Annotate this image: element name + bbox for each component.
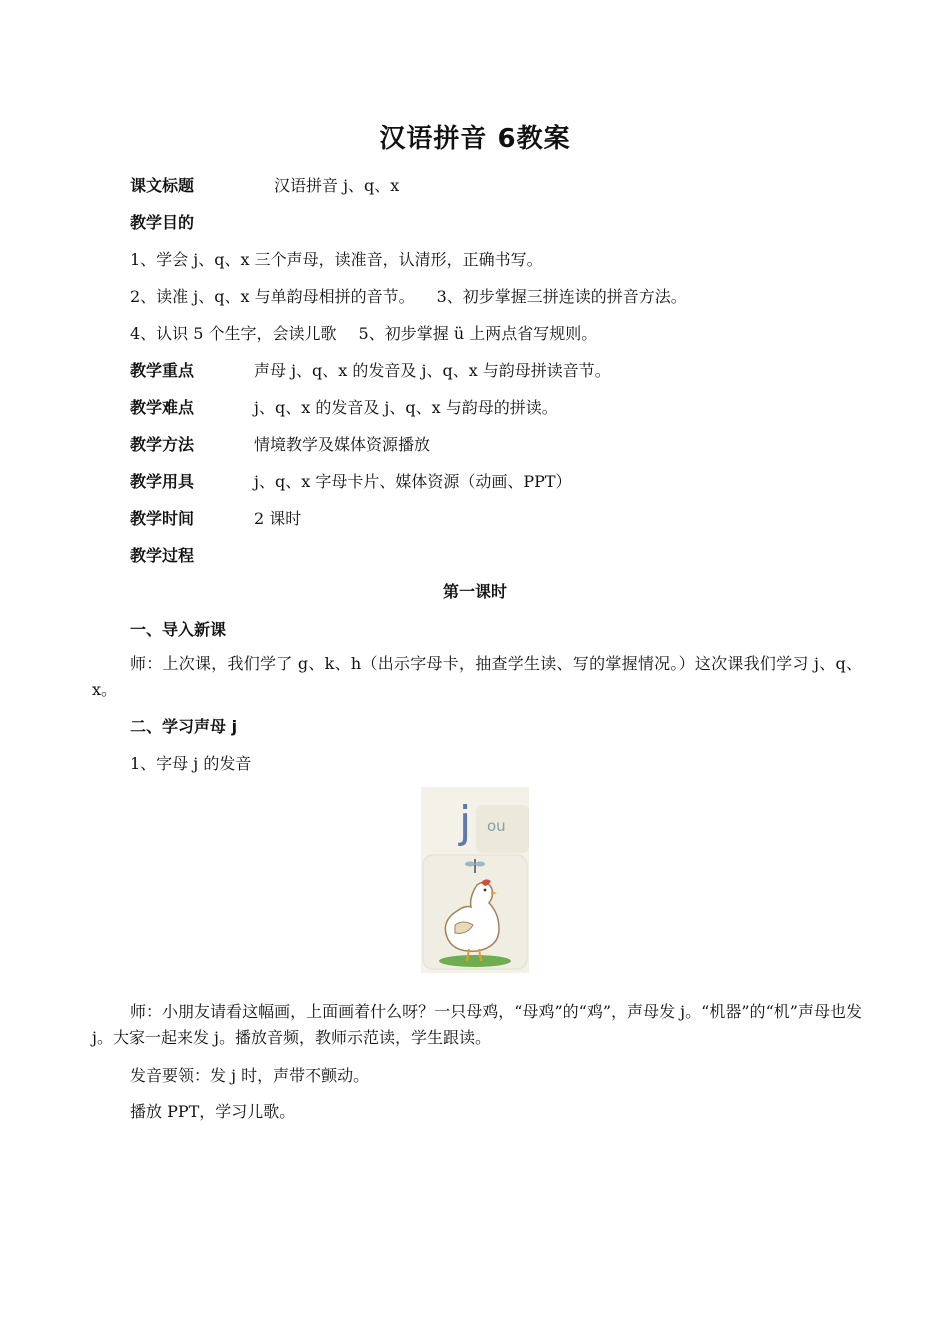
lesson-title-value: 汉语拼音 j、q、x	[274, 176, 400, 195]
objective-3: 3、初步掌握三拼连读的拼音方法。	[436, 287, 687, 306]
tools-row	[130, 472, 572, 492]
objectives-row-3	[130, 324, 597, 344]
key-points-row	[130, 361, 611, 381]
figure-letter-j: j	[459, 797, 472, 848]
method-label: 教学方法	[130, 435, 195, 454]
time-label: 教学时间	[130, 509, 195, 528]
process-label: 教学过程	[130, 546, 195, 565]
figure-side-text: ou	[487, 817, 506, 835]
objective-4: 4、认识 5 个生字，会读儿歌	[130, 324, 337, 343]
difficulties-value: j、q、x 的发音及 j、q、x 与韵母的拼读。	[254, 398, 558, 417]
objective-5: 5、初步掌握 ü 上两点省写规则。	[358, 324, 598, 343]
lesson-title-row	[130, 176, 400, 196]
section2-para1: 师：小朋友请看这幅画，上面画着什么呀？一只母鸡，“母鸡”的“鸡”，声母发 j。“机器”的“机”声母也发 j。大家一起来发 j。播放音频，教师示范读，学生跟读。	[92, 1002, 862, 1047]
key-points-label: 教学重点	[130, 361, 195, 380]
objectives-row-2	[130, 287, 687, 307]
time-row	[130, 509, 302, 529]
tools-value: j、q、x 字母卡片、媒体资源（动画、PPT）	[254, 472, 572, 491]
objective-2: 2、读准 j、q、x 与单韵母相拼的音节。	[130, 287, 415, 306]
objective-1: 1、学会 j、q、x 三个声母，读准音，认清形，正确书写。	[130, 250, 543, 269]
time-value: 2 课时	[254, 509, 302, 528]
session-title: 第一课时	[442, 582, 507, 601]
section2-para3: 播放 PPT，学习儿歌。	[130, 1102, 296, 1121]
hen-picture	[421, 787, 529, 973]
section1-heading: 一、导入新课	[130, 620, 227, 639]
method-value: 情境教学及媒体资源播放	[254, 435, 431, 454]
section2-para2: 发音要领：发 j 时，声带不颤动。	[130, 1066, 370, 1085]
section2-heading: 二、学习声母 j	[130, 717, 238, 736]
difficulties-row	[130, 398, 558, 418]
method-row	[130, 435, 431, 455]
objectives-label: 教学目的	[130, 213, 195, 232]
document-title: 汉语拼音 6教案	[379, 124, 571, 154]
tools-label: 教学用具	[130, 472, 195, 491]
section2-sub1: 1、字母 j 的发音	[130, 754, 252, 773]
key-points-value: 声母 j、q、x 的发音及 j、q、x 与韵母拼读音节。	[254, 361, 611, 380]
lesson-title-label: 课文标题	[130, 176, 195, 195]
section1-text: 师：上次课，我们学了 g、k、h（出示字母卡，抽查学生读、写的掌握情况。）这次课我们学习 j、q、x。	[92, 654, 862, 699]
hen-illustration	[421, 787, 529, 973]
difficulties-label: 教学难点	[130, 398, 195, 417]
